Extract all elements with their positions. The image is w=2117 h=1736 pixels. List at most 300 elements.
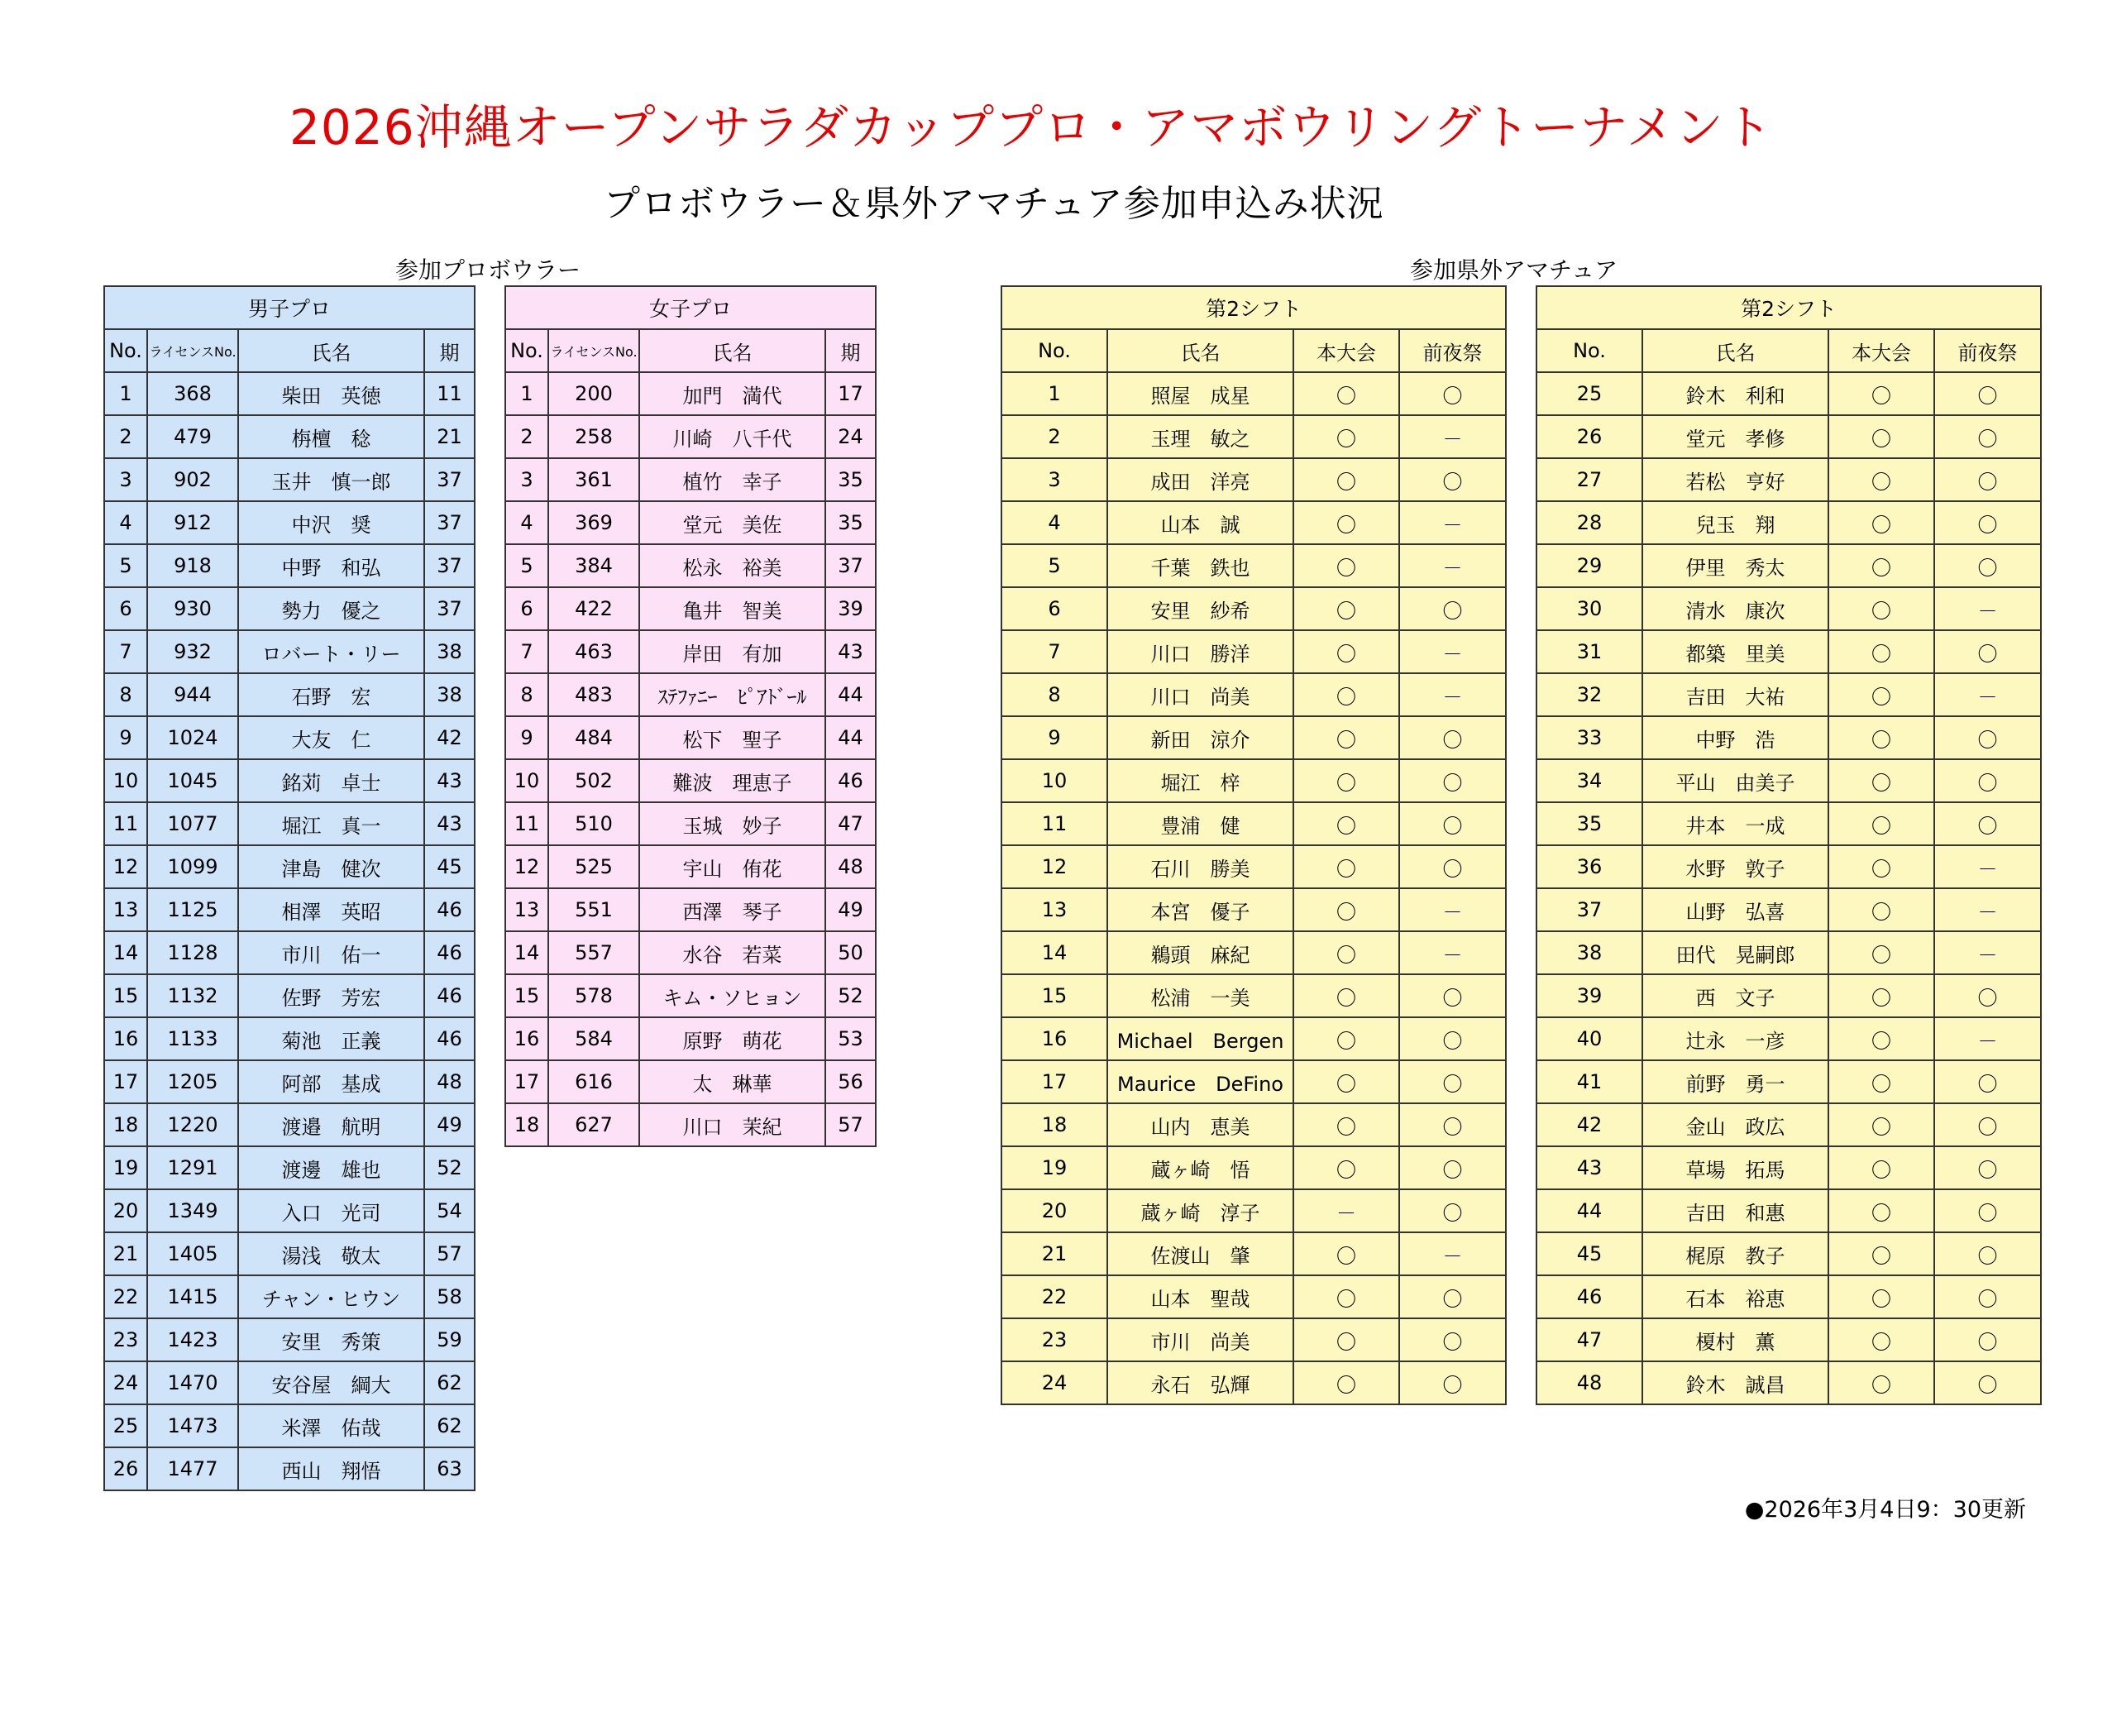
table-row (505, 544, 876, 587)
table-row (104, 1361, 475, 1404)
cell-term: 46 (424, 888, 475, 931)
cell-no: 23 (1001, 1318, 1107, 1361)
cell-main-event: 〇 (1828, 802, 1934, 845)
table-row (104, 673, 475, 716)
cell-license: 944 (147, 673, 238, 716)
cell-no: 37 (1536, 888, 1642, 931)
table-row (1001, 1103, 1506, 1146)
cell-no: 11 (1001, 802, 1107, 845)
cell-main-event: 〇 (1828, 888, 1934, 931)
cell-main-event: 〇 (1293, 501, 1399, 544)
cell-term: 63 (424, 1447, 475, 1490)
cell-term: 42 (424, 716, 475, 759)
table-row (104, 845, 475, 888)
cell-no: 35 (1536, 802, 1642, 845)
table-row (104, 974, 475, 1017)
cell-term: 58 (424, 1275, 475, 1318)
table-row (104, 1103, 475, 1146)
cell-no: 4 (1001, 501, 1107, 544)
table-row (1536, 1060, 2041, 1103)
cell-no: 21 (1001, 1232, 1107, 1275)
cell-term: 46 (424, 1017, 475, 1060)
cell-eve-party: 〇 (1934, 1146, 2041, 1189)
cell-main-event: 〇 (1293, 1146, 1399, 1189)
table-row (104, 458, 475, 501)
cell-main-event: 〇 (1828, 544, 1934, 587)
cell-name: 銘苅 卓士 (238, 759, 424, 802)
cell-name: 松下 聖子 (639, 716, 825, 759)
cell-name: 蔵ヶ崎 淳子 (1107, 1189, 1293, 1232)
cell-license: 525 (548, 845, 639, 888)
cell-no: 10 (1001, 759, 1107, 802)
cell-no: 22 (1001, 1275, 1107, 1318)
cell-license: 369 (548, 501, 639, 544)
cell-name: 川崎 八千代 (639, 415, 825, 458)
cell-eve-party: － (1399, 415, 1506, 458)
cell-name: 栴檀 稔 (238, 415, 424, 458)
cell-no: 5 (104, 544, 147, 587)
cell-license: 1132 (147, 974, 238, 1017)
table-row (1536, 1275, 2041, 1318)
cell-eve-party: 〇 (1934, 458, 2041, 501)
cell-name: 湯浅 敬太 (238, 1232, 424, 1275)
table-row (1001, 501, 1506, 544)
cell-eve-party: － (1399, 544, 1506, 587)
cell-eve-party: － (1399, 501, 1506, 544)
table-row (1001, 974, 1506, 1017)
cell-main-event: 〇 (1293, 1361, 1399, 1404)
cell-no: 21 (104, 1232, 147, 1275)
cell-term: 17 (825, 372, 876, 415)
cell-no: 20 (1001, 1189, 1107, 1232)
cell-license: 551 (548, 888, 639, 931)
col-header-name: 氏名 (238, 329, 424, 372)
cell-eve-party: 〇 (1934, 630, 2041, 673)
cell-license: 1470 (147, 1361, 238, 1404)
col-header-license: ライセンスNo. (548, 329, 639, 372)
cell-main-event: 〇 (1828, 974, 1934, 1017)
table-row (1536, 673, 2041, 716)
table-row (505, 759, 876, 802)
cell-term: 35 (825, 458, 876, 501)
cell-term: 46 (424, 931, 475, 974)
cell-name: 米澤 佑哉 (238, 1404, 424, 1447)
cell-eve-party: 〇 (1399, 587, 1506, 630)
col-header-main-event: 本大会 (1828, 329, 1934, 372)
cell-license: 932 (147, 630, 238, 673)
table-row (505, 1017, 876, 1060)
cell-main-event: 〇 (1293, 845, 1399, 888)
col-header-term: 期 (825, 329, 876, 372)
table-row (104, 1017, 475, 1060)
table-row (104, 1232, 475, 1275)
table-row (1001, 1232, 1506, 1275)
cell-eve-party: 〇 (1399, 1275, 1506, 1318)
table-row (1001, 458, 1506, 501)
cell-no: 12 (1001, 845, 1107, 888)
table-row (1536, 458, 2041, 501)
cell-name: 入口 光司 (238, 1189, 424, 1232)
cell-name: 阿部 基成 (238, 1060, 424, 1103)
table-row (104, 759, 475, 802)
cell-term: 46 (424, 974, 475, 1017)
cell-no: 34 (1536, 759, 1642, 802)
cell-eve-party: 〇 (1934, 1232, 2041, 1275)
cell-no: 2 (104, 415, 147, 458)
cell-name: 安里 紗希 (1107, 587, 1293, 630)
col-header-no: No. (505, 329, 548, 372)
cell-name: ｽﾃﾌｧﾆｰ ﾋﾟｱﾄﾞｰﾙ (639, 673, 825, 716)
table-row (1001, 931, 1506, 974)
table-row (505, 587, 876, 630)
cell-main-event: 〇 (1293, 888, 1399, 931)
cell-eve-party: 〇 (1399, 1361, 1506, 1404)
table-row (1536, 1361, 2041, 1404)
cell-no: 25 (104, 1404, 147, 1447)
table-row (104, 716, 475, 759)
table-row (1536, 931, 2041, 974)
cell-main-event: 〇 (1293, 1275, 1399, 1318)
cell-no: 28 (1536, 501, 1642, 544)
cell-eve-party: － (1934, 673, 2041, 716)
table-row (104, 1318, 475, 1361)
cell-term: 62 (424, 1361, 475, 1404)
cell-license: 930 (147, 587, 238, 630)
cell-no: 20 (104, 1189, 147, 1232)
col-header-no: No. (104, 329, 147, 372)
table-row (104, 372, 475, 415)
table-row (1001, 587, 1506, 630)
cell-name: 安里 秀策 (238, 1318, 424, 1361)
cell-no: 30 (1536, 587, 1642, 630)
cell-eve-party: 〇 (1934, 716, 2041, 759)
cell-term: 52 (825, 974, 876, 1017)
cell-name: 吉田 和惠 (1642, 1189, 1828, 1232)
cell-license: 1473 (147, 1404, 238, 1447)
cell-no: 23 (104, 1318, 147, 1361)
cell-main-event: 〇 (1293, 372, 1399, 415)
cell-term: 48 (424, 1060, 475, 1103)
cell-term: 43 (825, 630, 876, 673)
cell-no: 31 (1536, 630, 1642, 673)
cell-no: 2 (505, 415, 548, 458)
cell-name: 石野 宏 (238, 673, 424, 716)
cell-name: 中野 浩 (1642, 716, 1828, 759)
cell-license: 368 (147, 372, 238, 415)
cell-license: 1220 (147, 1103, 238, 1146)
cell-no: 48 (1536, 1361, 1642, 1404)
cell-no: 40 (1536, 1017, 1642, 1060)
cell-main-event: 〇 (1828, 1189, 1934, 1232)
cell-no: 43 (1536, 1146, 1642, 1189)
cell-main-event: 〇 (1828, 1017, 1934, 1060)
cell-no: 33 (1536, 716, 1642, 759)
cell-name: 市川 佑一 (238, 931, 424, 974)
table-row (1001, 1189, 1506, 1232)
cell-eve-party: － (1399, 1232, 1506, 1275)
cell-name: 川口 尚美 (1107, 673, 1293, 716)
table-group-header: 男子プロ (104, 286, 475, 329)
cell-name: 千葉 鉄也 (1107, 544, 1293, 587)
cell-no: 10 (104, 759, 147, 802)
table-row (1536, 1017, 2041, 1060)
cell-main-event: 〇 (1293, 673, 1399, 716)
cell-main-event: 〇 (1293, 931, 1399, 974)
cell-main-event: 〇 (1293, 458, 1399, 501)
table-row (505, 888, 876, 931)
table-row (104, 501, 475, 544)
cell-eve-party: 〇 (1399, 759, 1506, 802)
cell-eve-party: － (1934, 845, 2041, 888)
cell-eve-party: 〇 (1934, 1275, 2041, 1318)
cell-no: 25 (1536, 372, 1642, 415)
cell-term: 38 (424, 630, 475, 673)
cell-no: 16 (505, 1017, 548, 1060)
cell-no: 15 (505, 974, 548, 1017)
cell-name: 西山 翔悟 (238, 1447, 424, 1490)
cell-name: 原野 萌花 (639, 1017, 825, 1060)
cell-no: 13 (1001, 888, 1107, 931)
cell-name: 本宮 優子 (1107, 888, 1293, 931)
cell-term: 50 (825, 931, 876, 974)
table-row (1001, 630, 1506, 673)
cell-main-event: 〇 (1293, 802, 1399, 845)
cell-name: 太 琳華 (639, 1060, 825, 1103)
col-header-name: 氏名 (1107, 329, 1293, 372)
table-row (505, 802, 876, 845)
cell-term: 24 (825, 415, 876, 458)
cell-license: 1099 (147, 845, 238, 888)
cell-name: チャン・ヒウン (238, 1275, 424, 1318)
table-row (1001, 1060, 1506, 1103)
cell-name: 相澤 英昭 (238, 888, 424, 931)
cell-name: 成田 洋亮 (1107, 458, 1293, 501)
table-row (505, 974, 876, 1017)
cell-name: 金山 政広 (1642, 1103, 1828, 1146)
cell-term: 46 (825, 759, 876, 802)
cell-name: 渡邊 雄也 (238, 1146, 424, 1189)
table-row (505, 415, 876, 458)
cell-name: 柴田 英徳 (238, 372, 424, 415)
cell-no: 9 (1001, 716, 1107, 759)
cell-no: 12 (505, 845, 548, 888)
table-row (1001, 716, 1506, 759)
cell-no: 15 (1001, 974, 1107, 1017)
cell-name: 川口 茉紀 (639, 1103, 825, 1146)
cell-license: 1125 (147, 888, 238, 931)
cell-main-event: 〇 (1828, 1060, 1934, 1103)
cell-no: 7 (505, 630, 548, 673)
cell-name: 鈴木 誠昌 (1642, 1361, 1828, 1404)
cell-license: 484 (548, 716, 639, 759)
cell-term: 59 (424, 1318, 475, 1361)
cell-license: 1045 (147, 759, 238, 802)
cell-term: 37 (825, 544, 876, 587)
cell-no: 9 (104, 716, 147, 759)
cell-term: 38 (424, 673, 475, 716)
cell-main-event: 〇 (1293, 1318, 1399, 1361)
cell-no: 2 (1001, 415, 1107, 458)
cell-name: 堂元 孝修 (1642, 415, 1828, 458)
table-row (1536, 1189, 2041, 1232)
cell-name: 石本 裕恵 (1642, 1275, 1828, 1318)
cell-main-event: 〇 (1293, 415, 1399, 458)
cell-no: 10 (505, 759, 548, 802)
cell-term: 47 (825, 802, 876, 845)
cell-eve-party: 〇 (1934, 415, 2041, 458)
cell-no: 26 (104, 1447, 147, 1490)
table-row (1536, 845, 2041, 888)
table-row (1001, 1146, 1506, 1189)
cell-no: 38 (1536, 931, 1642, 974)
cell-eve-party: － (1399, 931, 1506, 974)
cell-name: 永石 弘輝 (1107, 1361, 1293, 1404)
pro-section-label: 参加プロボウラー (395, 256, 581, 284)
cell-license: 1405 (147, 1232, 238, 1275)
table-row (1001, 1361, 1506, 1404)
table-row (1536, 716, 2041, 759)
cell-no: 11 (104, 802, 147, 845)
table-row (1001, 1275, 1506, 1318)
cell-no: 47 (1536, 1318, 1642, 1361)
cell-license: 479 (147, 415, 238, 458)
cell-no: 42 (1536, 1103, 1642, 1146)
table-row (1536, 1103, 2041, 1146)
cell-no: 24 (104, 1361, 147, 1404)
col-header-term: 期 (424, 329, 475, 372)
cell-license: 1077 (147, 802, 238, 845)
cell-eve-party: 〇 (1934, 1361, 2041, 1404)
table-row (104, 1189, 475, 1232)
cell-no: 12 (104, 845, 147, 888)
cell-no: 1 (1001, 372, 1107, 415)
cell-main-event: 〇 (1293, 974, 1399, 1017)
table-row (104, 1060, 475, 1103)
cell-no: 9 (505, 716, 548, 759)
cell-term: 43 (424, 802, 475, 845)
cell-main-event: 〇 (1828, 845, 1934, 888)
table-row (1536, 1232, 2041, 1275)
cell-term: 11 (424, 372, 475, 415)
cell-eve-party: 〇 (1399, 1017, 1506, 1060)
cell-license: 1133 (147, 1017, 238, 1060)
cell-no: 18 (505, 1103, 548, 1146)
cell-name: 石川 勝美 (1107, 845, 1293, 888)
cell-main-event: 〇 (1828, 1318, 1934, 1361)
cell-no: 7 (104, 630, 147, 673)
cell-main-event: 〇 (1828, 1146, 1934, 1189)
cell-no: 3 (104, 458, 147, 501)
cell-no: 29 (1536, 544, 1642, 587)
col-header-no: No. (1536, 329, 1642, 372)
cell-name: 岸田 有加 (639, 630, 825, 673)
cell-eve-party: 〇 (1399, 1189, 1506, 1232)
cell-name: 鵜頭 麻紀 (1107, 931, 1293, 974)
cell-eve-party: 〇 (1934, 1318, 2041, 1361)
cell-no: 4 (104, 501, 147, 544)
cell-name: 水野 敦子 (1642, 845, 1828, 888)
cell-no: 39 (1536, 974, 1642, 1017)
cell-license: 258 (548, 415, 639, 458)
men-pro-table (103, 285, 475, 1491)
table-row (104, 1146, 475, 1189)
cell-name: 伊里 秀太 (1642, 544, 1828, 587)
table-row (1001, 845, 1506, 888)
table-row (104, 931, 475, 974)
cell-no: 14 (1001, 931, 1107, 974)
col-header-name: 氏名 (639, 329, 825, 372)
cell-main-event: 〇 (1293, 1103, 1399, 1146)
cell-name: 佐野 芳宏 (238, 974, 424, 1017)
cell-no: 5 (505, 544, 548, 587)
cell-main-event: 〇 (1828, 372, 1934, 415)
col-header-no: No. (1001, 329, 1107, 372)
cell-no: 3 (505, 458, 548, 501)
cell-name: 亀井 智美 (639, 587, 825, 630)
cell-main-event: 〇 (1828, 1232, 1934, 1275)
cell-main-event: 〇 (1828, 458, 1934, 501)
table-row (104, 415, 475, 458)
cell-name: Michael Bergen (1107, 1017, 1293, 1060)
cell-main-event: 〇 (1293, 1017, 1399, 1060)
cell-eve-party: 〇 (1399, 1146, 1506, 1189)
cell-name: 川口 勝洋 (1107, 630, 1293, 673)
cell-eve-party: 〇 (1934, 759, 2041, 802)
cell-eve-party: － (1934, 1017, 2041, 1060)
cell-name: 勢力 優之 (238, 587, 424, 630)
table-row (505, 931, 876, 974)
table-row (1001, 673, 1506, 716)
cell-eve-party: － (1399, 673, 1506, 716)
cell-main-event: 〇 (1828, 1103, 1934, 1146)
cell-term: 49 (825, 888, 876, 931)
cell-no: 6 (505, 587, 548, 630)
cell-name: 津島 健次 (238, 845, 424, 888)
table-group-header: 第2シフト (1001, 286, 1506, 329)
table-group-header: 第2シフト (1536, 286, 2041, 329)
cell-eve-party: 〇 (1934, 544, 2041, 587)
cell-name: 榎村 薫 (1642, 1318, 1828, 1361)
cell-main-event: 〇 (1293, 716, 1399, 759)
cell-name: 堂元 美佐 (639, 501, 825, 544)
table-row (505, 372, 876, 415)
table-row (505, 1060, 876, 1103)
cell-no: 13 (104, 888, 147, 931)
cell-license: 422 (548, 587, 639, 630)
cell-eve-party: 〇 (1934, 372, 2041, 415)
cell-name: 西 文子 (1642, 974, 1828, 1017)
table-row (104, 544, 475, 587)
cell-name: 堀江 梓 (1107, 759, 1293, 802)
cell-name: 西澤 琴子 (639, 888, 825, 931)
cell-eve-party: 〇 (1399, 716, 1506, 759)
col-header-license: ライセンスNo. (147, 329, 238, 372)
cell-name: 若松 亨好 (1642, 458, 1828, 501)
cell-eve-party: － (1934, 888, 2041, 931)
cell-name: 山野 弘喜 (1642, 888, 1828, 931)
cell-name: 都築 里美 (1642, 630, 1828, 673)
table-row (1001, 759, 1506, 802)
cell-eve-party: 〇 (1399, 802, 1506, 845)
cell-name: 清水 康次 (1642, 587, 1828, 630)
cell-name: 新田 涼介 (1107, 716, 1293, 759)
cell-eve-party: 〇 (1399, 845, 1506, 888)
cell-name: 吉田 大祐 (1642, 673, 1828, 716)
cell-eve-party: 〇 (1934, 1103, 2041, 1146)
cell-main-event: 〇 (1828, 630, 1934, 673)
cell-term: 39 (825, 587, 876, 630)
table-row (505, 630, 876, 673)
